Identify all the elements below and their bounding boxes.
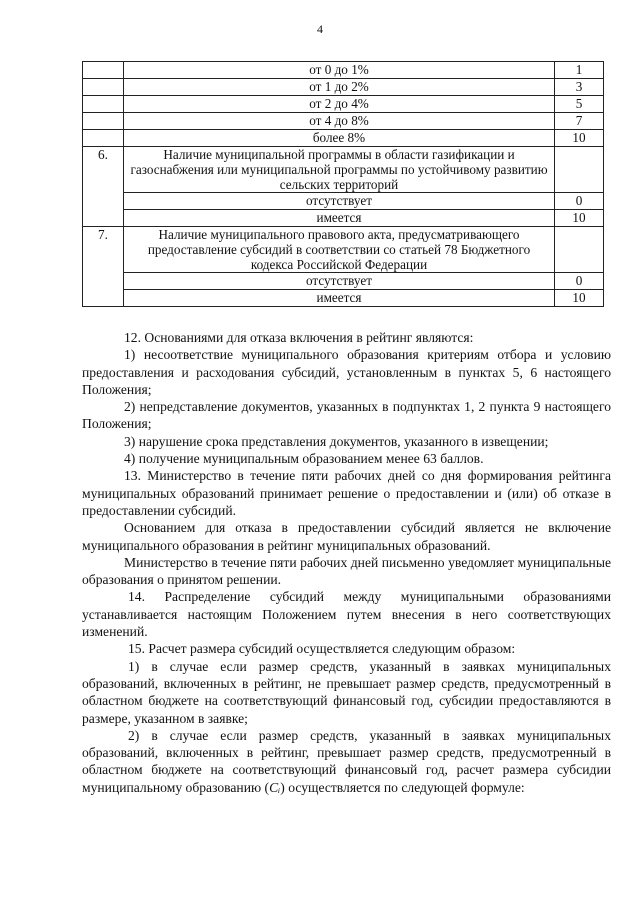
- option-label: имеется: [124, 290, 555, 307]
- option-label: отсутствует: [124, 273, 555, 290]
- criterion-number: 7.: [83, 227, 124, 307]
- table-row: [83, 273, 604, 290]
- table-row-criterion-7: [83, 227, 604, 273]
- paragraph-12-item-1: 1) несоответствие муниципального образования критериям отбора и условию предоставления и расходования субсидий, установленным в пунктах 5, 6 настоящего Положения;: [82, 347, 611, 397]
- paragraph-13: 13. Министерство в течение пяти рабочих дней со дня формирования рейтинга муниципальных образований принимает решение о предоставлении и (или) об отказе в предоставлении субсидий.: [82, 468, 611, 518]
- paragraph-12-item-4: 4) получение муниципальным образованием менее 63 баллов.: [124, 451, 484, 467]
- score-cell: 7: [555, 113, 604, 130]
- option-label: отсутствует: [124, 193, 555, 210]
- score-cell: 0: [555, 193, 604, 210]
- document-body: [82, 329, 611, 796]
- paragraph-15: 15. Расчет размера субсидий осуществляется следующим образом:: [128, 641, 516, 657]
- option-label: от 1 до 2%: [124, 79, 555, 96]
- score-cell: [555, 227, 604, 273]
- option-label: более 8%: [124, 130, 555, 147]
- paragraph-15-item-2-end: ) осуществляется по следующей формуле:: [280, 779, 525, 795]
- option-label: от 0 до 1%: [124, 62, 555, 79]
- criterion-number: 6.: [83, 147, 124, 227]
- score-cell: 3: [555, 79, 604, 96]
- option-label: от 4 до 8%: [124, 113, 555, 130]
- table-row: [83, 193, 604, 210]
- paragraph-15-item-1: 1) в случае если размер средств, указанный в заявках муниципальных образований, включенных в рейтинг, не превышает размер средств, предусмотренный в областном бюджете на соответствующий финансовый год, субсидии предоставляются в размере, указанном в заявке;: [82, 658, 611, 726]
- number-cell: [83, 96, 124, 113]
- option-label: от 2 до 4%: [124, 96, 555, 113]
- number-cell: [83, 113, 124, 130]
- subsidy-symbol: Cᵢ: [269, 779, 281, 795]
- score-cell: 1: [555, 62, 604, 79]
- paragraph-12-item-2: 2) непредставление документов, указанных в подпунктах 1, 2 пункта 9 настоящего Положения;: [82, 399, 611, 432]
- table-row: [83, 96, 604, 113]
- table-row-criterion-6: [83, 147, 604, 193]
- score-cell: 5: [555, 96, 604, 113]
- paragraph-15-item-2: [82, 727, 611, 796]
- table-row: [83, 79, 604, 96]
- option-label: имеется: [124, 210, 555, 227]
- table-row: [83, 113, 604, 130]
- table-row: [83, 130, 604, 147]
- score-cell: 10: [555, 210, 604, 227]
- paragraph-15-item-2-start: 2) в случае если размер средств, указанный в заявках муниципальных образований, включенных в рейтинг, превышает размер средств, предусмотренный в областном бюджете на соответствующий финансовый год, расчет размера субсидии муниципальному образованию (: [82, 727, 611, 795]
- table-row: [83, 210, 604, 227]
- paragraph-12: 12. Основаниями для отказа включения в рейтинг являются:: [124, 330, 474, 345]
- score-cell: 10: [555, 130, 604, 147]
- number-cell: [83, 62, 124, 79]
- paragraph-14: 14. Распределение субсидий между муниципальными образованиями устанавливается настоящим Положением путем внесения в него соответствующих изменений.: [82, 589, 611, 640]
- paragraph-13-refusal: Основанием для отказа в предоставлении субсидий является не включение муниципального образования в рейтинг муниципальных образований.: [82, 520, 611, 553]
- score-cell: 0: [555, 273, 604, 290]
- paragraph-12-item-3: 3) нарушение срока представления документов, указанного в извещении;: [124, 433, 549, 449]
- criteria-table: [82, 61, 604, 307]
- table-row: [83, 62, 604, 79]
- number-cell: [83, 130, 124, 147]
- score-cell: 10: [555, 290, 604, 307]
- criterion-text: Наличие муниципального правового акта, предусматривающего предоставление субсидий в соответствии со статьей 78 Бюджетного кодекса Российской Федерации: [124, 227, 555, 273]
- page-number: 4: [317, 22, 323, 36]
- criterion-text: Наличие муниципальной программы в области газификации и газоснабжения или муниципальной программы по устойчивому развитию сельских территорий: [124, 147, 555, 193]
- paragraph-13-notice: Министерство в течение пяти рабочих дней письменно уведомляет муниципальные образования о принятом решении.: [82, 554, 611, 588]
- number-cell: [83, 79, 124, 96]
- score-cell: [555, 147, 604, 193]
- table-row: [83, 290, 604, 307]
